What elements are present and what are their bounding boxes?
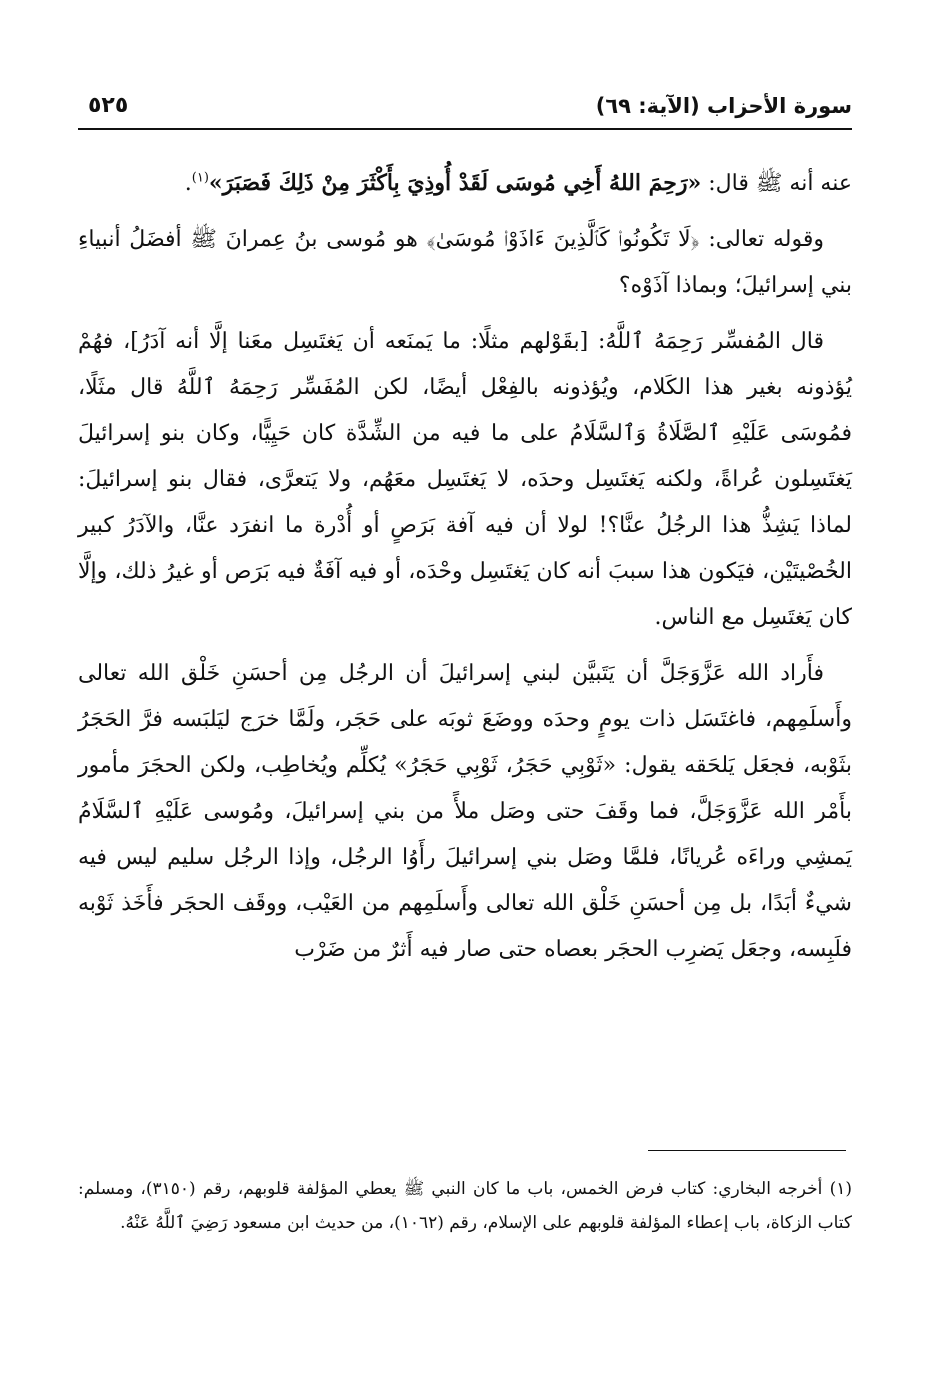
page-number: ٥٢٥ [88,93,129,118]
paragraph-tail: . [184,171,192,196]
header-divider [78,128,852,130]
paragraph-lead: عنه أنه ﷺ قال: [701,171,852,196]
paragraph-hadith [78,160,852,207]
paragraph-story: فأَراد الله عَزَّوَجَلَّ أن يَتَبيَّن لبني إسرائيلَ أن الرجُل مِن أحسَنِ خَلْق الله تعالى وأَسلَمِهم، فاغتَسَل ذات يومٍ وحدَه ووضَعَ ثوبَه على حَجَر، ولَمَّا خرَج ليَلبَسه فرَّ الحَجَرُ بثَوْبه، فجعَل يَلحَقه يقول: «ثَوْبِي حَجَرُ، ثَوْبِي حَجَرُ» يُكلِّم ويُخاطِب، ولكن الحجَرَ مأمور بأَمْر الله عَزَّوَجَلَّ، فما وقَفَ حتى وصَل ملأً من بني إسرائيلَ، ومُوسى عَلَيْهِ ٱلسَّلَامُ يَمشِي وراءَه عُريانًا، فلمَّا وصَل بني إسرائيلَ رأَوُا الرجُل، وإذا الرجُل سليم ليس فيه شيءٌ أبَدًا، بل مِن أحسَنِ خَلْق الله تعالى وأَسلَمِهم من العَيْب، ووقَف الحجَر فأَخَذ ثَوْبه فلَبِسه، وجعَل يَضرِب الحجَر بعصاه حتى صار فيه أَثرٌ من ضَرْب [78,661,853,962]
footnote-divider [648,1150,846,1151]
paragraph-verse: وقوله تعالى: ﴿لَا تَكُونُوا۟ كَٱلَّذِينَ ءَاذَوْا۟ مُوسَىٰ﴾ هو مُوسى بنُ عِمرانَ ﷺ أفضَلُ أنبياءِ بني إسرائيلَ؛ وبماذا آذَوْه؟ [78,227,852,298]
paragraph-commentary: قال المُفسِّر رَحِمَهُ ٱللَّهُ: [بقَوْلهم مثلًا: ما يَمنَعه أن يَغتَسِل معَنا إلَّا أنه آدَرُ]، فهُمْ يُؤذونه بغير هذا الكَلام، ويُؤذونه بالفِعْل أيضًا، لكن المُفَسِّر رَحِمَهُ ٱللَّهُ قال مثَلًا، فمُوسَى عَلَيْهِ ٱلصَّلَاةُ وَٱلسَّلَامُ على ما فيه من الشِّدَّة كان حَيِيًّا، وكان بنو إسرائيلَ يَغتَسِلون عُراةً، ولكنه يَغتَسِل وحدَه، لا يَغتَسِل معَهُم، ولا يَتعرَّى، فقال بنو إسرائيلَ: لماذا يَشِذُّ هذا الرجُلُ عنَّا؟! لولا أن فيه آفة بَرَصٍ أو أُدْرة ما انفرَد عنَّا، والآدَرُ كبير الخُصْيتَيْن، فيَكون هذا سببَ أنه كان يَغتَسِل وحْدَه، أو فيه آفَةٌ فيه بَرَص أو غيرُ ذلك، وإلَّا كان يَغتَسِل مع الناس. [78,329,852,630]
running-header [78,92,852,130]
footnote-reference: (١) [191,170,209,186]
surah-title: سورة الأحزاب (الآية: ٦٩) [595,94,852,118]
hadith-quote: «رَحِمَ اللهُ أَخِي مُوسَى لَقَدْ أُوذِيَ بِأَكْثَرَ مِنْ ذَلِكَ فَصَبَرَ» [208,170,702,196]
footnote: (١) أخرجه البخاري: كتاب فرض الخمس، باب ما كان النبي ﷺ يعطي المؤلفة قلوبهم، رقم (٣١٥٠)، ومسلم: كتاب الزكاة، باب إعطاء المؤلفة قلوبهم على الإسلام، رقم (١٠٦٢)، من حديث ابن مسعود رَضِيَ ٱللَّهُ عَنْهُ. [78,1179,852,1233]
main-text [78,160,852,983]
